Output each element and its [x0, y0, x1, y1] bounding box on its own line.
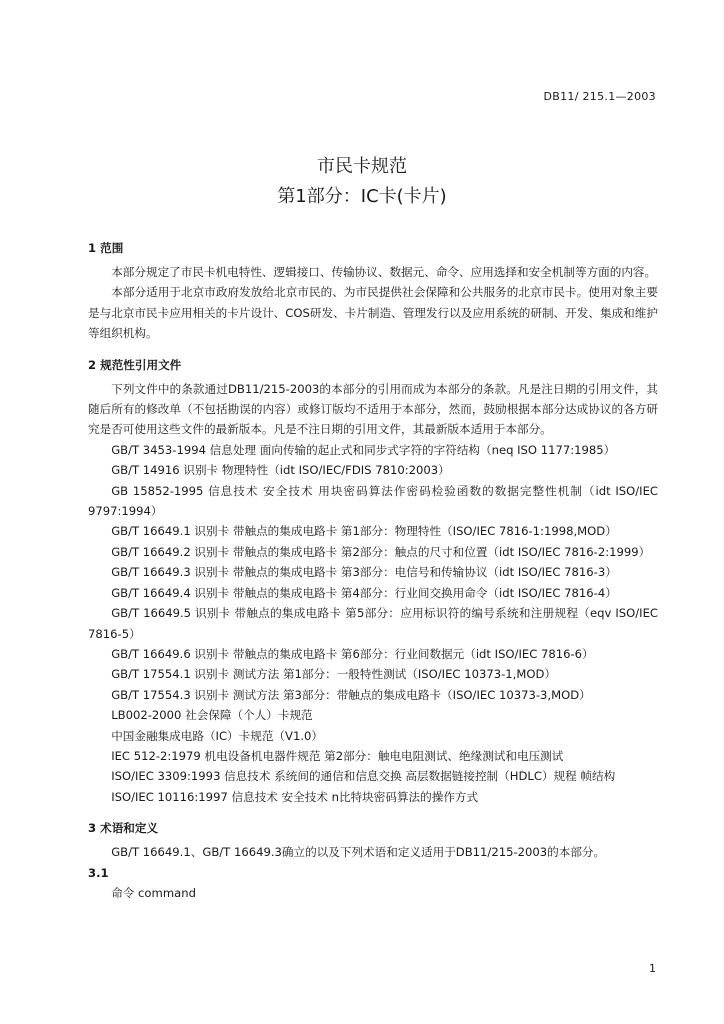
reference-item: GB/T 14916 识别卡 物理特性（idt ISO/IEC/FDIS 7810:2003） [111, 463, 450, 478]
reference-item: ISO/IEC 3309:1993 信息技术 系统间的通信和信息交换 高层数据链接控制（HDLC）规程 帧结构 [111, 769, 616, 784]
section-3-intro: GB/T 16649.1、GB/T 16649.3确立的以及下列术语和定义适用于DB11/215-2003的本部分。 [111, 845, 606, 860]
document-body [88, 238, 658, 903]
section-2-intro: 下列文件中的条款通过DB11/215-2003的本部分的引用而成为本部分的条款。凡是注日期的引用文件，其随后所有的修改单（不包括勘误的内容）或修订版均不适用于本部分，然而，鼓励根据本部分达成协议的各方研究是否可使用这些文件的最新版本。凡是不注日期的引用文件，其最新版本适用于本部分。 [88, 381, 658, 437]
reference-item: GB/T 16649.5 识别卡 带触点的集成电路卡 第5部分：应用标识符的编号系统和注册规程（eqv ISO/IEC 7816-5） [88, 606, 658, 641]
section-1-paragraph-1: 本部分规定了市民卡机电特性、逻辑接口、传输协议、数据元、命令、应用选择和安全机制等方面的内容。 [111, 265, 657, 279]
document-title: 市民卡规范 [317, 156, 407, 177]
reference-item: LB002-2000 社会保障（个人）卡规范 [111, 708, 313, 723]
title-block [0, 152, 724, 212]
reference-item: GB/T 16649.4 识别卡 带触点的集成电路卡 第4部分：行业间交换用命令（idt ISO/IEC 7816-4） [111, 585, 617, 600]
term-number: 3.1 [88, 865, 109, 880]
section-2-heading: 2 规范性引用文件 [88, 357, 182, 372]
document-subtitle: 第1部分：IC卡(卡片) [277, 186, 447, 207]
reference-item: GB/T 17554.3 识别卡 测试方法 第3部分：带触点的集成电路卡（ISO/IEC 10373-3,MOD） [111, 687, 591, 702]
section-1-paragraph-2: 本部分适用于北京市政府发放给北京市民的、为市民提供社会保障和公共服务的北京市民卡。使用对象主要是与北京市民卡应用相关的卡片设计、COS研发、卡片制造、管理发行以及应用系统的研制、开发、集成和维护等组织机构。 [88, 285, 658, 341]
reference-item: IEC 512-2:1979 机电设备机电器件规范 第2部分：触电电阻测试、绝缘测试和电压测试 [111, 748, 564, 763]
reference-item: GB/T 16649.2 识别卡 带触点的集成电路卡 第2部分：触点的尺寸和位置（idt ISO/IEC 7816-2:1999） [111, 544, 651, 559]
page-number: 1 [649, 962, 656, 975]
reference-item: GB 15852-1995 信息技术 安全技术 用块密码算法作密码检验函数的数据完整性机制（idt ISO/IEC 9797:1994） [88, 483, 658, 519]
term-entry: 命令 command [111, 885, 196, 900]
reference-item: GB/T 16649.6 识别卡 带触点的集成电路卡 第6部分：行业间数据元（idt ISO/IEC 7816-6） [111, 646, 594, 661]
reference-item: ISO/IEC 10116:1997 信息技术 安全技术 n比特块密码算法的操作方式 [111, 789, 479, 804]
page-header-code: DB11/ 215.1—2003 [543, 90, 656, 103]
section-1-heading: 1 范围 [88, 241, 124, 255]
reference-item: GB/T 16649.3 识别卡 带触点的集成电路卡 第3部分：电信号和传输协议（idt ISO/IEC 7816-3） [111, 565, 617, 580]
reference-item: 中国金融集成电路（IC）卡规范（V1.0） [111, 728, 323, 743]
reference-item: GB/T 3453-1994 信息处理 面向传输的起止式和同步式字符的字符结构（neq ISO 1177:1985） [111, 442, 616, 457]
reference-item: GB/T 16649.1 识别卡 带触点的集成电路卡 第1部分：物理特性（ISO/IEC 7816-1:1998,MOD） [111, 524, 617, 539]
reference-item: GB/T 17554.1 识别卡 测试方法 第1部分：一般特性测试（ISO/IEC 10373-1,MOD） [111, 667, 556, 682]
section-3-heading: 3 术语和定义 [88, 821, 159, 836]
